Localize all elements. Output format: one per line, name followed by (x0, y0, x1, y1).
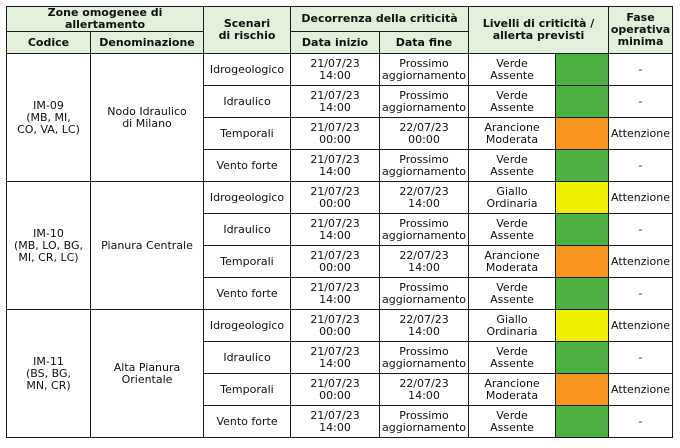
criticality-level: Giallo Ordinaria (469, 182, 556, 214)
level-color-fill (556, 150, 608, 181)
alert-table (6, 6, 673, 438)
operative-phase: - (609, 86, 673, 118)
start-header: Data inizio (291, 32, 380, 54)
level-color-fill (556, 406, 608, 437)
end-date: Prossimo aggiornamento (380, 406, 469, 438)
level-color-fill (556, 182, 608, 213)
start-date: 21/07/23 14:00 (291, 86, 380, 118)
level-color-swatch (556, 118, 609, 150)
criticality-level: Verde Assente (469, 342, 556, 374)
start-date: 21/07/23 14:00 (291, 54, 380, 86)
operative-phase: - (609, 54, 673, 86)
criticality-level: Verde Assente (469, 150, 556, 182)
levels-header: Livelli di criticità / allerta previsti (469, 7, 609, 54)
criticality-level: Verde Assente (469, 86, 556, 118)
level-color-fill (556, 374, 608, 405)
level-color-swatch (556, 246, 609, 278)
criticality-level: Verde Assente (469, 278, 556, 310)
operative-phase: Attenzione (609, 374, 673, 406)
start-date: 21/07/23 14:00 (291, 342, 380, 374)
operative-phase: Attenzione (609, 310, 673, 342)
risk-scenario: Idrogeologico (204, 310, 291, 342)
table-row (7, 182, 673, 214)
risk-scenario: Temporali (204, 118, 291, 150)
zone-code: IM-09 (MB, MI, CO, VA, LC) (7, 54, 91, 182)
operative-phase: - (609, 214, 673, 246)
level-color-fill (556, 278, 608, 309)
level-color-fill (556, 86, 608, 117)
operative-phase: - (609, 278, 673, 310)
risk-scenario: Idrogeologico (204, 54, 291, 86)
level-color-swatch (556, 182, 609, 214)
level-color-swatch (556, 342, 609, 374)
end-date: Prossimo aggiornamento (380, 278, 469, 310)
criticality-level: Arancione Moderata (469, 118, 556, 150)
end-date: 22/07/23 14:00 (380, 310, 469, 342)
end-date: Prossimo aggiornamento (380, 86, 469, 118)
risk-scenario: Temporali (204, 246, 291, 278)
criticality-level: Verde Assente (469, 406, 556, 438)
level-color-swatch (556, 278, 609, 310)
start-date: 21/07/23 00:00 (291, 118, 380, 150)
operative-phase: Attenzione (609, 246, 673, 278)
operative-phase: - (609, 342, 673, 374)
risk-scenario: Idrogeologico (204, 182, 291, 214)
criticality-level: Arancione Moderata (469, 374, 556, 406)
zone-name: Pianura Centrale (91, 182, 204, 310)
criticality-level: Giallo Ordinaria (469, 310, 556, 342)
end-date: Prossimo aggiornamento (380, 150, 469, 182)
level-color-fill (556, 342, 608, 373)
end-date: 22/07/23 14:00 (380, 374, 469, 406)
risk-scenario: Vento forte (204, 278, 291, 310)
operative-phase: - (609, 406, 673, 438)
operative-phase: - (609, 150, 673, 182)
level-color-fill (556, 54, 608, 85)
level-color-fill (556, 310, 608, 341)
level-color-fill (556, 246, 608, 277)
start-date: 21/07/23 14:00 (291, 278, 380, 310)
start-date: 21/07/23 00:00 (291, 182, 380, 214)
start-date: 21/07/23 00:00 (291, 246, 380, 278)
end-date: 22/07/23 14:00 (380, 182, 469, 214)
level-color-fill (556, 118, 608, 149)
zone-name: Alta Pianura Orientale (91, 310, 204, 438)
level-color-swatch (556, 150, 609, 182)
end-date: Prossimo aggiornamento (380, 54, 469, 86)
start-date: 21/07/23 14:00 (291, 214, 380, 246)
risk-scenario: Temporali (204, 374, 291, 406)
risk-scenario: Idraulico (204, 214, 291, 246)
zone-code: IM-11 (BS, BG, MN, CR) (7, 310, 91, 438)
end-date: 22/07/23 14:00 (380, 246, 469, 278)
risk-scenario: Idraulico (204, 342, 291, 374)
level-color-fill (556, 214, 608, 245)
criticality-level: Verde Assente (469, 54, 556, 86)
table-body (7, 54, 673, 438)
risk-scenario: Vento forte (204, 150, 291, 182)
zone-code: IM-10 (MB, LO, BG, MI, CR, LC) (7, 182, 91, 310)
table-row (7, 54, 673, 86)
code-header: Codice (7, 32, 91, 54)
operative-phase: Attenzione (609, 182, 673, 214)
end-date: Prossimo aggiornamento (380, 342, 469, 374)
zone-name: Nodo Idraulico di Milano (91, 54, 204, 182)
zone-group-header: Zone omogenee di allertamento (7, 7, 204, 32)
decorrenza-header: Decorrenza della criticità (291, 7, 469, 32)
level-color-swatch (556, 406, 609, 438)
risk-scenario: Vento forte (204, 406, 291, 438)
name-header: Denominazione (91, 32, 204, 54)
table-row (7, 310, 673, 342)
level-color-swatch (556, 54, 609, 86)
start-date: 21/07/23 00:00 (291, 374, 380, 406)
start-date: 21/07/23 14:00 (291, 150, 380, 182)
operative-phase: Attenzione (609, 118, 673, 150)
level-color-swatch (556, 374, 609, 406)
criticality-level: Arancione Moderata (469, 246, 556, 278)
end-date: Prossimo aggiornamento (380, 214, 469, 246)
criticality-level: Verde Assente (469, 214, 556, 246)
start-date: 21/07/23 00:00 (291, 310, 380, 342)
level-color-swatch (556, 86, 609, 118)
level-color-swatch (556, 214, 609, 246)
phase-header: Fase operativa minima (609, 7, 673, 54)
start-date: 21/07/23 14:00 (291, 406, 380, 438)
scenario-header: Scenari di rischio (204, 7, 291, 54)
level-color-swatch (556, 310, 609, 342)
risk-scenario: Idraulico (204, 86, 291, 118)
end-date: 22/07/23 00:00 (380, 118, 469, 150)
end-header: Data fine (380, 32, 469, 54)
